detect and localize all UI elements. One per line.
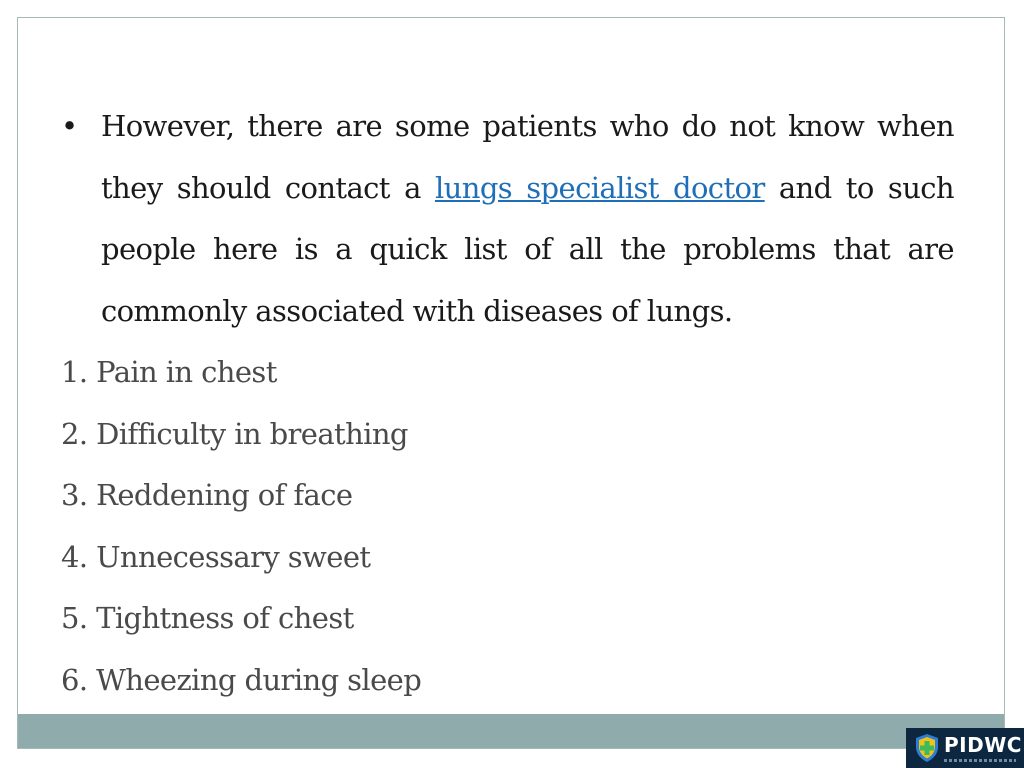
list-item: 4. Unnecessary sweet	[61, 539, 371, 574]
list-item: 3. Reddening of face	[61, 478, 353, 512]
slide	[17, 17, 1005, 749]
bullet-dot: •	[61, 109, 78, 143]
list-item: 2. Difficulty in breathing	[61, 416, 408, 451]
logo-text-group	[944, 732, 1022, 762]
intro-text-after-link: and to such people here is a quick list of all the problems that are commonly associated with diseases of lungs.	[101, 170, 955, 328]
slide-content	[61, 96, 954, 711]
logo-subtitle-graphic	[944, 759, 1016, 762]
intro-text-before-link: However, there are some patients who do not know when they should contact a	[101, 109, 954, 205]
footer-bar	[18, 714, 1004, 748]
logo-text: PIDWC	[944, 732, 1022, 757]
pidwc-logo	[906, 728, 1024, 768]
intro-paragraph	[61, 96, 954, 342]
lungs-specialist-doctor-link[interactable]: lungs specialist doctor	[434, 170, 765, 205]
list-item: 6. Wheezing during sleep	[61, 662, 422, 697]
shield-cross-icon	[914, 733, 940, 763]
problems-list	[61, 342, 954, 711]
list-item: 5. Tightness of chest	[61, 601, 354, 635]
list-item: 1. Pain in chest	[61, 355, 277, 389]
